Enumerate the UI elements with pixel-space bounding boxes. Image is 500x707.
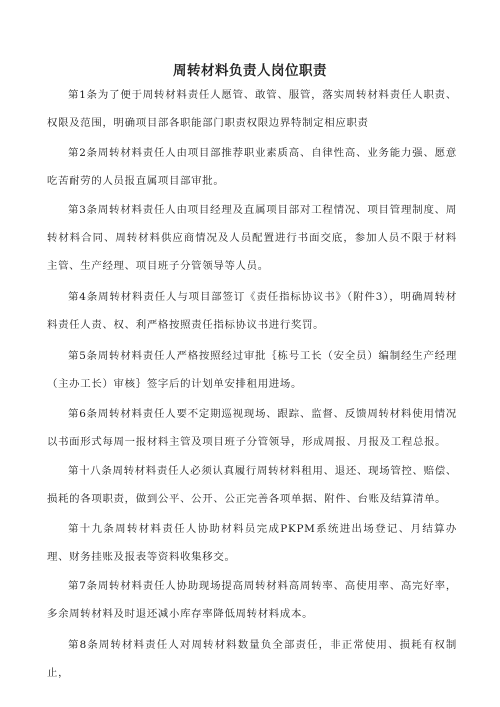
document-title: 周转材料负责人岗位职责 <box>173 63 327 79</box>
paragraph-10: 第8条周转材料责任人对周转材料数量负全部责任，非正常使用、损耗有权制止， <box>47 639 457 679</box>
paragraph-7: 第十八条周转材料责任人必须认真履行周转材料租用、退还、现场管控、赔偿、损耗的各项职责，做到公平、公开、公正完善各项单据、附件、台账及结算清单。 <box>47 465 457 505</box>
paragraph-1: 第1条为了便于周转材料责任人愿管、敢管、服管，落实周转材料责任人职责、权限及范围，明确项目部各职能部门职责权限边界特制定相应职责 <box>47 89 457 129</box>
paragraph-5: 第5条周转材料责任人严格按照经过审批｛栋号工长（安全员）编制经生产经理（主办工长）审核｝签字后的计划单安排租用进场。 <box>47 350 457 390</box>
paragraph-8: 第十九条周转材料责任人协助材料员完成PKPM系统进出场登记、月结算办理、财务挂账及报表等资料收集移交。 <box>47 523 457 563</box>
paragraph-2: 第2条周转材料责任人由项目部推荐职业素质高、自律性高、业务能力强、愿意吃苦耐劳的人员报直属项目部审批。 <box>47 147 457 187</box>
paragraph-4: 第4条周转材料责任人与项目部签订《责任指标协议书》（附件3），明确周转材料责任人责、权、利严格按照责任指标协议书进行奖罚。 <box>47 291 457 331</box>
paragraph-3: 第3条周转材料责任人由项目经理及直属项目部对工程情况、项目管理制度、周转材料合同、周转材料供应商情况及人员配置进行书面交底，参加人员不限于材料主管、生产经理、项目班子分管领导等人员。 <box>47 204 457 272</box>
paragraph-6: 第6条周转材料责任人要不定期巡视现场、跟踪、监督、反馈周转材料使用情况以书面形式每周一报材料主管及项目班子分管领导，形成周报、月报及工程总报。 <box>47 408 457 448</box>
paragraph-9: 第7条周转材料责任人协助现场提高周转材料高周转率、高使用率、高完好率，多余周转材料及时退还减小库存率降低周转材料成本。 <box>47 580 457 620</box>
